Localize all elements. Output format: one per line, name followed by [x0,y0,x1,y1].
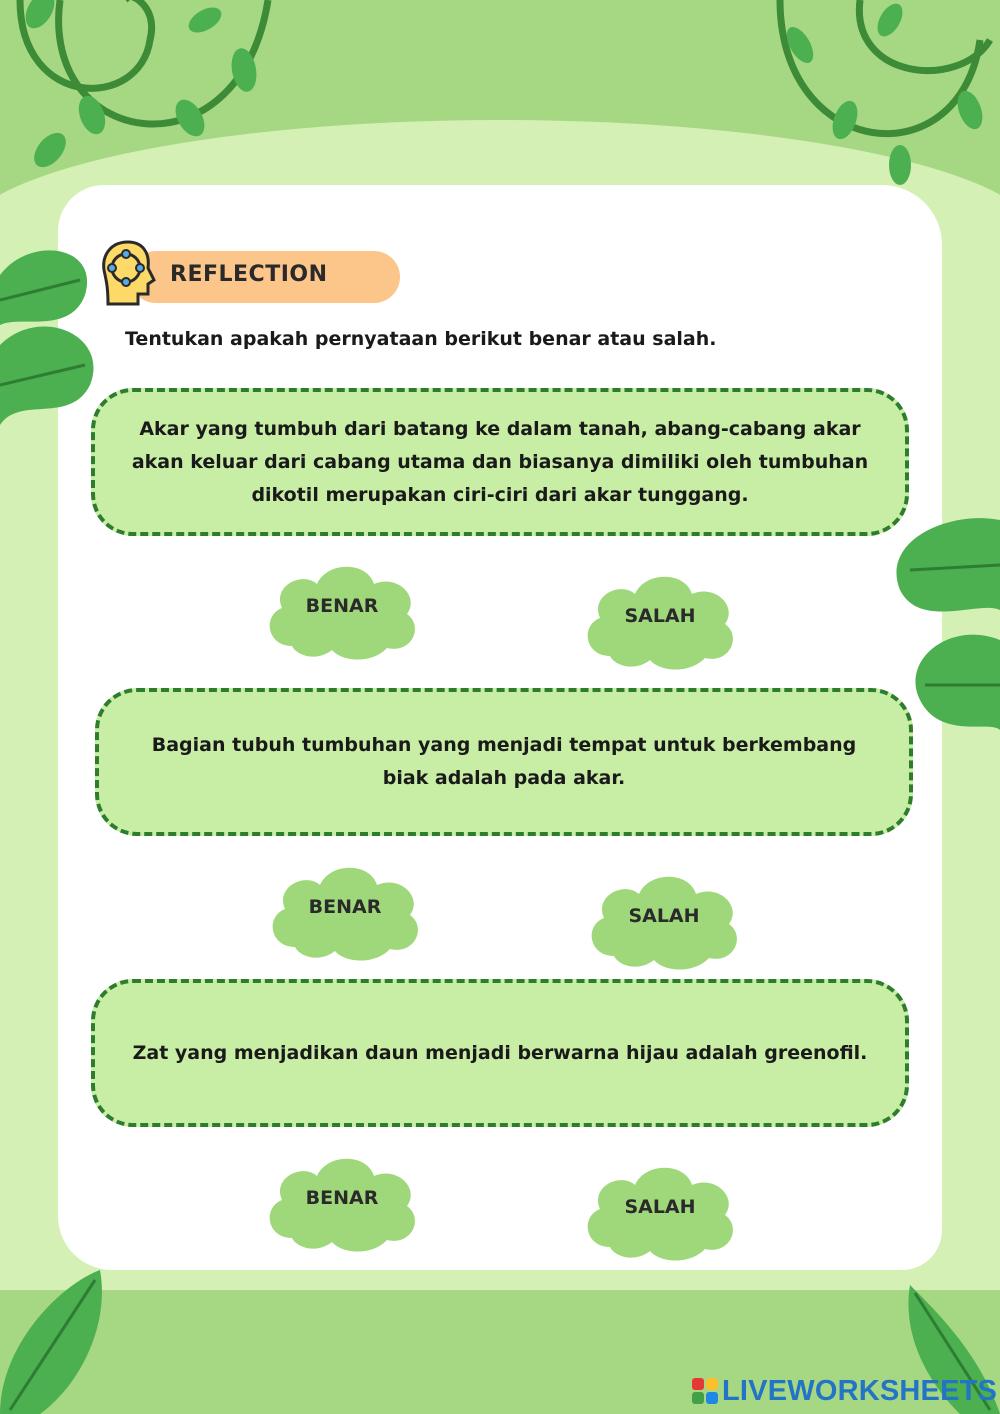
leaf-left-icon [0,235,110,435]
question-1-box [91,388,909,536]
q1-benar-label: BENAR [305,595,379,617]
q2-salah-label: SALAH [628,905,700,927]
liveworksheets-brand[interactable] [692,1374,997,1408]
section-title: REFLECTION [170,262,328,287]
leaf-bottom-left-icon [0,1265,130,1414]
q3-salah-button[interactable] [580,1157,740,1267]
q1-benar-button[interactable] [262,556,422,666]
question-2-box [95,688,913,836]
question-2-text: Bagian tubuh tumbuhan yang menjadi tempat untuk berkembang biak adalah pada akar. [151,734,857,789]
vine-top-right-icon [760,0,1000,200]
q2-benar-button[interactable] [265,857,425,967]
q2-benar-label: BENAR [308,896,382,918]
question-1-text: Akar yang tumbuh dari batang ke dalam tanah, abang-cabang akar akan keluar dari cabang utama dan biasanya dimiliki oleh tumbuhan dikotil merupakan ciri-ciri dari akar tunggang. [131,417,869,506]
brand-name: LIVEWORKSHEETS [722,1374,998,1407]
q2-salah-button[interactable] [584,866,744,976]
q3-benar-button[interactable] [262,1148,422,1258]
q3-salah-label: SALAH [624,1196,696,1218]
question-3-box [91,979,909,1127]
q1-salah-label: SALAH [624,605,696,627]
liveworksheets-logo-icon [692,1378,718,1404]
question-3-text: Zat yang menjadikan daun menjadi berwarna hijau adalah greenofil. [132,1041,868,1064]
instruction-text: Tentukan apakah pernyataan berikut benar atau salah. [125,328,717,350]
q1-salah-button[interactable] [580,566,740,676]
q3-benar-label: BENAR [305,1187,379,1209]
brain-head-icon [98,238,158,308]
